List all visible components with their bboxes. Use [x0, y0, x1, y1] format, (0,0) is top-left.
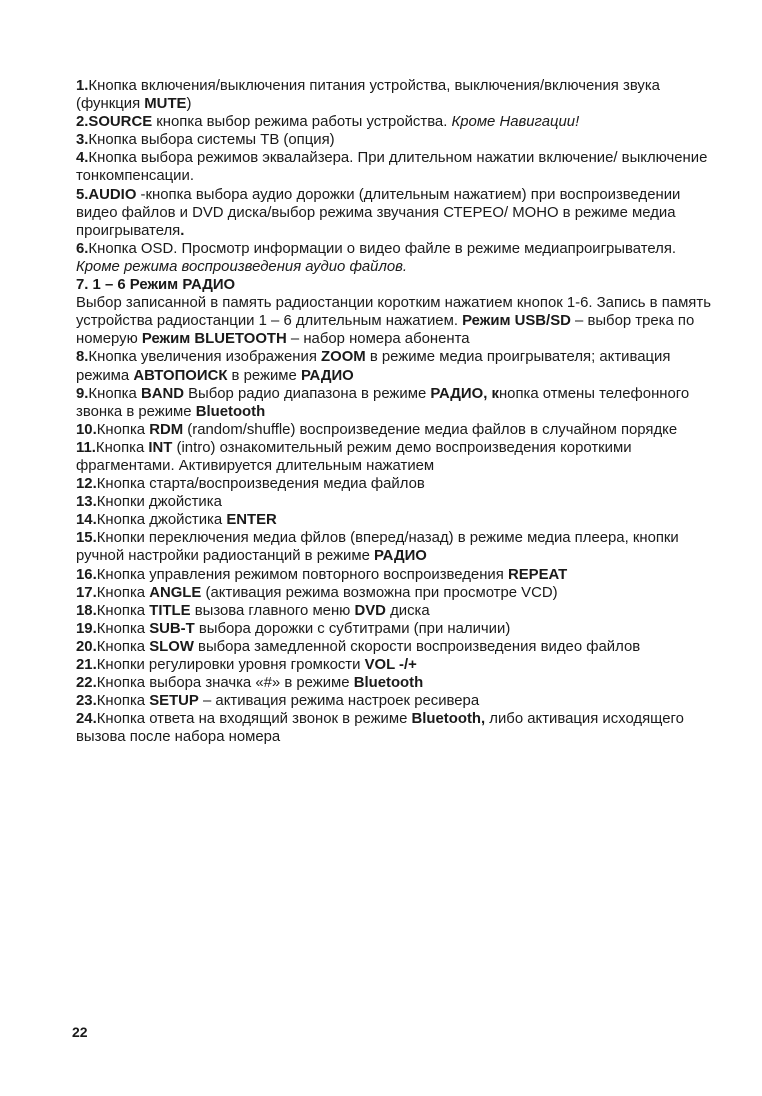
text-run: Кнопка: [96, 638, 150, 655]
text-run: Кнопка управления режимом повторного воспроизведения: [96, 566, 508, 583]
text-run: (random/shuffle) воспроизведение медиа файлов в случайном порядке: [183, 421, 678, 438]
bold-run: 6.: [76, 240, 89, 257]
bold-run: MUTE: [144, 96, 187, 113]
page-number: 22: [72, 1024, 88, 1040]
bold-run: 13.: [76, 494, 97, 511]
bold-run: 2.SOURCE: [76, 114, 153, 131]
manual-item: [76, 439, 716, 475]
bold-run: РАДИО: [374, 548, 427, 565]
bold-run: 22.: [76, 675, 97, 692]
text-run: Кнопка выбора системы ТВ (опция): [88, 132, 335, 149]
manual-item: [76, 511, 716, 529]
text-run: вызова главного меню: [190, 602, 355, 619]
text-run: либо активация исходящего вызова после набора номера: [76, 711, 684, 746]
text-run: Кнопка выбора режимов эквалайзера. При длительном нажатии включение/ выключение тонкомпенсации.: [76, 150, 708, 185]
bold-run: РАДИО, к: [430, 385, 499, 402]
bold-run: 19.: [76, 620, 97, 637]
bold-run: SLOW: [149, 638, 194, 655]
text-run: Кнопки регулировки уровня громкости: [96, 657, 365, 673]
bold-run: BAND: [140, 385, 184, 402]
bold-run: 1.: [76, 78, 89, 94]
text-run: Кнопки переключения медиа фйлов (вперед/назад) в режиме медиа плеера, кнопки ручной настройки радиостанций в режиме: [76, 530, 679, 565]
manual-item: [76, 131, 716, 149]
bold-run: RDM: [149, 421, 184, 438]
bold-run: 21.: [76, 657, 97, 673]
text-run: Кнопка включения/выключения питания устройства, выключения/включения звука (функция: [76, 78, 660, 113]
bold-run: 24.: [76, 711, 97, 728]
text-run: -кнопка выбора аудио дорожки (длительным нажатием) при воспроизведении видео файлов и DVD диска/выбор режима звучания СТЕРЕО/ МОНО в режиме медиа проигрывателя: [76, 186, 681, 239]
bold-run: 12.: [76, 476, 97, 493]
text-run: Кнопка: [96, 421, 150, 438]
bold-run: 10.: [76, 421, 97, 438]
manual-item: [76, 493, 716, 511]
bold-run: РАДИО: [300, 367, 354, 384]
manual-item: [76, 294, 716, 348]
text-run: Кнопка джойстика: [96, 512, 227, 529]
bold-run: ZOOM: [321, 349, 366, 366]
italic-run: Кроме режима воспроизведения аудио файлов.: [76, 258, 408, 275]
bold-run: 7. 1 – 6 Режим РАДИО: [76, 277, 236, 294]
manual-item: [76, 421, 716, 439]
text-run: выбора дорожки с субтитрами (при наличии): [194, 620, 511, 637]
text-run: Выбор записанной в память радиостанции коротким нажатием кнопок 1-6. Запись в память устройства радиостанции 1 – 6 длительным нажатием.: [76, 295, 711, 330]
manual-item: [76, 584, 716, 602]
bold-run: 15.: [76, 530, 97, 547]
bold-run: INT: [148, 439, 173, 456]
bold-run: REPEAT: [507, 566, 568, 583]
text-run: Кнопка OSD. Просмотр информации о видео файле в режиме медиапроигрывателя.: [88, 240, 677, 257]
text-run: Кнопка старта/воспроизведения медиа файлов: [96, 476, 425, 493]
bold-run: DVD: [354, 602, 386, 619]
text-run: Кнопка выбора значка «#» в режиме: [96, 675, 354, 692]
bold-run: .: [180, 222, 185, 239]
text-run: (активация режима возможна при просмотре VCD): [201, 584, 558, 601]
bold-run: 11.: [76, 439, 96, 456]
text-run: – выбор трека по номерую: [76, 313, 695, 348]
text-run: – активация режима настроек ресивера: [198, 693, 480, 710]
manual-item: [76, 692, 716, 710]
bold-run: ENTER: [226, 512, 277, 529]
italic-run: Кроме Навигации!: [451, 114, 580, 131]
manual-item: [76, 385, 716, 421]
text-run: выбора замедленной скорости воспроизведения видео файлов: [193, 638, 641, 655]
bold-run: Bluetooth: [195, 403, 266, 420]
manual-item: [76, 186, 716, 240]
bold-run: Bluetooth,: [411, 711, 486, 728]
manual-item: [76, 602, 716, 620]
text-run: Кнопка увеличения изображения: [88, 349, 322, 366]
bold-run: 20.: [76, 638, 97, 655]
bold-run: 14.: [76, 512, 97, 529]
manual-item: [76, 348, 716, 384]
manual-item: [76, 529, 716, 565]
text-run: Кнопка: [95, 439, 149, 456]
bold-run: VOL -/+: [364, 657, 417, 673]
bold-run: Режим USB/SD: [462, 313, 571, 330]
text-run: диска: [385, 602, 430, 619]
text-run: Кнопка: [88, 385, 141, 402]
manual-item: [76, 276, 716, 294]
bold-run: Bluetooth: [353, 675, 424, 692]
text-run: ): [186, 96, 192, 113]
text-run: в режиме: [227, 367, 301, 384]
text-run: Выбор радио диапазона в режиме: [183, 385, 431, 402]
text-run: Кнопка: [96, 602, 150, 619]
bold-run: 4.: [76, 150, 89, 167]
manual-item: [76, 638, 716, 656]
text-run: Кнопки джойстика: [96, 494, 222, 511]
bold-run: SUB-T: [149, 620, 195, 637]
bold-run: 9.: [76, 385, 89, 402]
manual-item: [76, 475, 716, 493]
text-run: Кнопка: [96, 693, 150, 710]
manual-item: [76, 113, 716, 131]
text-run: – набор номера абонента: [286, 331, 470, 348]
bold-run: 5.AUDIO: [76, 186, 137, 203]
text-run: в режиме медиа проигрывателя; активация режима: [76, 349, 671, 384]
manual-text: [76, 77, 716, 746]
bold-run: 16.: [76, 566, 97, 583]
text-run: нопка отмены телефонного звонка в режиме: [76, 385, 690, 420]
manual-item: [76, 240, 716, 276]
text-run: Кнопка ответа на входящий звонок в режиме: [96, 711, 412, 728]
bold-run: TITLE: [149, 602, 191, 619]
manual-item: [76, 710, 716, 746]
bold-run: 23.: [76, 693, 97, 710]
bold-run: Режим BLUETOOTH: [141, 331, 287, 348]
manual-item: [76, 149, 716, 185]
bold-run: SETUP: [149, 693, 199, 710]
text-run: Кнопка: [96, 584, 150, 601]
bold-run: ANGLE: [149, 584, 202, 601]
text-run: Кнопка: [96, 620, 150, 637]
manual-item: [76, 620, 716, 638]
manual-item: [76, 566, 716, 584]
bold-run: 17.: [76, 584, 97, 601]
bold-run: 18.: [76, 602, 97, 619]
manual-item: [76, 674, 716, 692]
manual-item: [76, 656, 716, 674]
bold-run: 3.: [76, 132, 89, 149]
bold-run: АВТОПОИСК: [133, 367, 228, 384]
text-run: кнопка выбор режима работы устройства.: [152, 114, 452, 131]
manual-item: [76, 77, 716, 113]
text-run: (intro) ознакомительный режим демо воспроизведения короткими фрагментами. Активируется длительным нажатием: [76, 439, 632, 474]
bold-run: 8.: [76, 349, 89, 366]
